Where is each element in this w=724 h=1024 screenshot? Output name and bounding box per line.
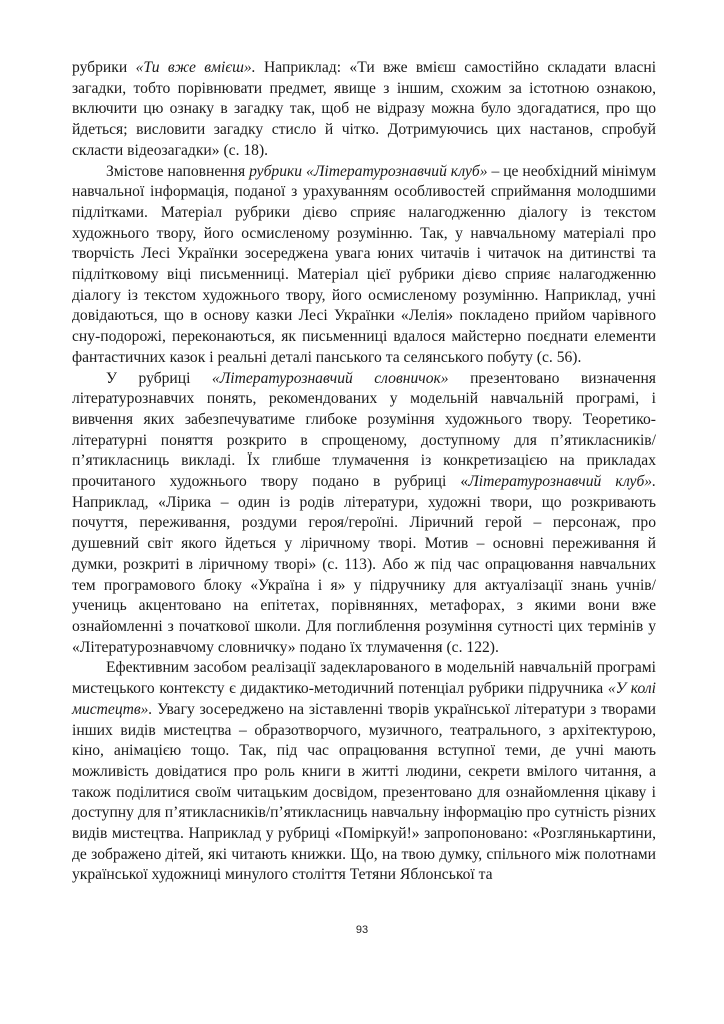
text-span: презентовано визначення літературознавчих понять, рекомендованих у модельній навчальній програмі, і вивчення яких забезпечуватиме глибоке розуміння художнього твору. Теоретико-літературні поняття розкрито в спрощеному, доступному для п’ятикласників/п’ятикласниць викладі. Їх глибше тлумачення із конкретизацією на прикладах прочитаного художнього твору подано в рубриці «	[72, 369, 656, 491]
italic-text-span: «Літературознавчий словничок»	[211, 369, 449, 387]
italic-text-span: «Ти вже вмієш».	[135, 59, 256, 76]
paragraph	[72, 369, 656, 659]
text-span: У рубриці	[106, 369, 212, 387]
text-span: рубрики	[72, 59, 136, 76]
text-span: – це необхідний мінімум навчальної інформація, поданої з урахуванням особливостей сприймання молодшими підлітками. Матеріал рубрики дієво сприяє налагодженню діалогу із текстом художнього твору, його осмисленому розумінню. Так, у навчальному матеріалі про творчість Лесі Українки зосереджена увага юних читачів і читачок на дитинстві та підлітковому віці письменниці. Матеріал цієї рубрики дієво сприяє налагодженню діалогу із текстом художнього твору, його осмисленому розумінню. Наприклад, учні довідаються, що в основу казки Лесі Українки «Лелія» покладено прийом чарівного сну-подорожі, переконаються, як письменниці вдалося майстерно поєднати елементи фантастичних казок і реальні деталі панського та селянського побуту (с. 56).	[72, 162, 656, 366]
page-number: 93	[355, 924, 369, 936]
italic-text-span: рубрики «Літературознавчий клуб»	[249, 162, 488, 180]
paragraph	[72, 658, 656, 886]
text-span: Увагу зосереджено на зіставленні творів української літератури з творами інших видів мистецтва – образотворчого, музичного, театрального, з архітектурою, кіно, анімацією тощо. Так, під час опрацювання вступної теми, де учні мають можливість довідатися про роль книги в житті людини, секрети вмілого читання, а також поділитися своїм читацьким досвідом, презентовано для ознайомлення цікаву і доступну для п’ятикласників/п’ятикласниць навчальну інформацію про сутність різних видів мистецтва. Наприклад у рубриці «Поміркуй!» запропоновано: «Розглянькартини, де зображено дітей, які читають книжки. Що, на твою думку, спільного між полотнами української художниці минулого століття Тетяни Яблонської та	[72, 700, 656, 884]
text-span: Наприклад, «Лірика – один із родів літератури, художні твори, що розкривають почуття, переживання, роздуми героя/героїні. Ліричний герой – персонаж, про душевний світ якого йдеться у ліричному творі. Мотив – основні переживання й думки, розкриті в ліричному творі» (с. 113). Або ж під час опрацювання навчальних тем програмового блоку «Україна і я» у підручнику для актуалізації знань учнів/учениць акцентовано на епітетах, порівняннях, метафорах, з якими вони вже ознайомленні з початкової школи. Для поглиблення розуміння сутності цих термінів у «Літературознавчому словничку» подано їх тлумачення (с. 122).	[72, 493, 656, 656]
paragraph	[72, 162, 656, 369]
italic-text-span: Літературознавчий клуб».	[468, 473, 657, 491]
paragraph	[72, 58, 656, 162]
body-text	[72, 58, 656, 886]
text-span: Змістове наповнення	[106, 162, 250, 180]
text-span: Наприклад: «Ти вже вмієш самостійно складати власні загадки, тобто порівнювати предмет, явище з іншим, схожим за істотною ознакою, включити цю ознаку в загадку так, щоб не відразу можна було здогадатися, про що йдеться; висловити загадку стисло й чітко. Дотримуючись цих настанов, спробуй скласти відеозагадки» (с. 18).	[72, 59, 657, 159]
italic-text-span: «У колі мистецтв».	[72, 680, 657, 718]
text-span: Ефективним засобом реалізації задекларованого в модельній навчальній програмі мистецького контексту є дидактико-методичний потенціал рубрики підручника	[72, 659, 656, 698]
